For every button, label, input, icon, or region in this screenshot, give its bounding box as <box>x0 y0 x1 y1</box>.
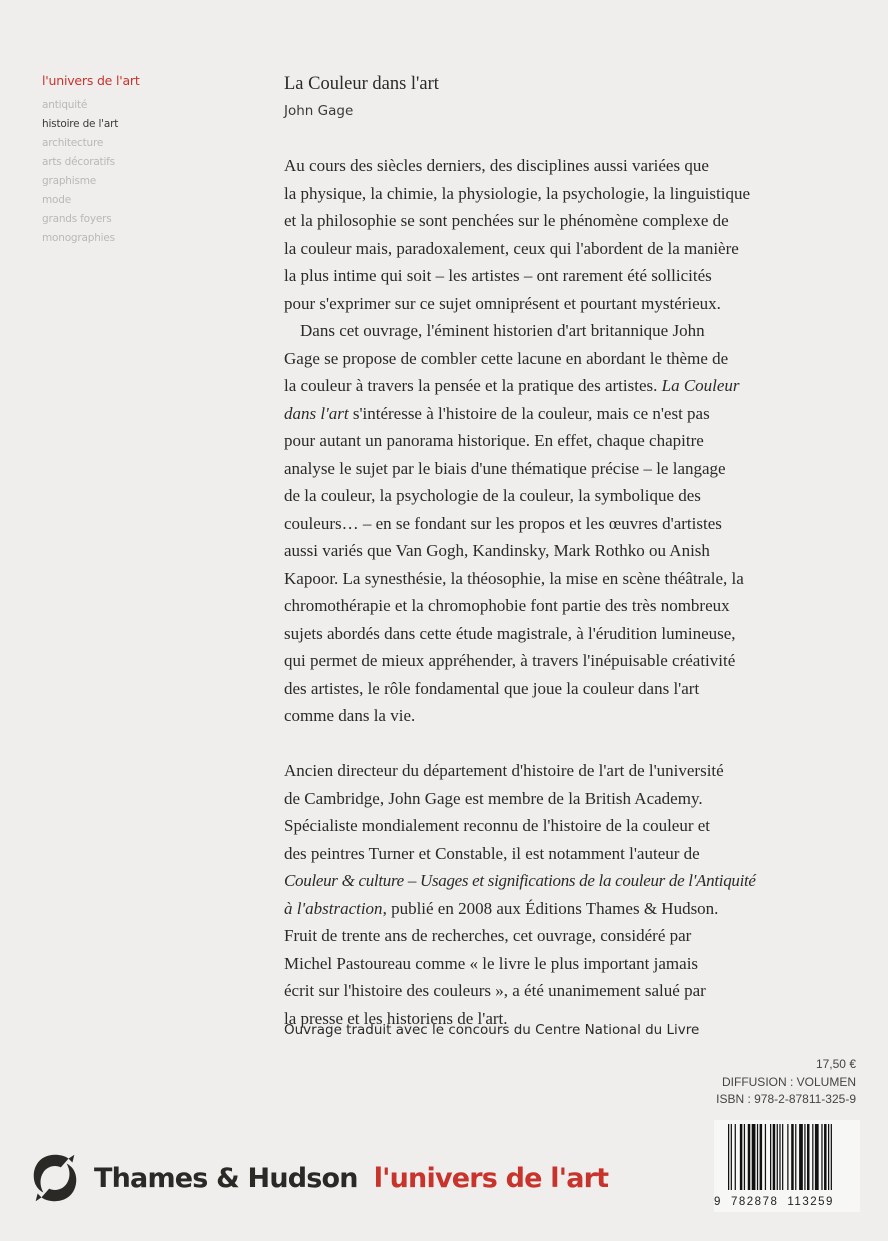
book-header <box>284 74 844 119</box>
series-item-grands-foyers: grands foyers <box>42 213 112 225</box>
text-line <box>284 895 844 923</box>
paragraph-description <box>284 317 844 730</box>
text-line <box>284 372 844 400</box>
text-line: la couleur mais, paradoxalement, ceux qui l'abordent de la manière <box>284 238 739 258</box>
cited-work-italic: à l'abstraction <box>284 898 383 918</box>
text-line: des artistes, le rôle fondamental que joue la couleur dans l'art <box>284 678 700 698</box>
barcode-bar <box>731 1124 732 1190</box>
barcode-bar <box>728 1124 729 1190</box>
publisher-footer <box>26 1148 608 1208</box>
barcode-bar <box>779 1124 780 1190</box>
price: 17,50 € <box>815 1057 856 1071</box>
barcode-bar <box>831 1124 832 1190</box>
text-line: comme dans la vie. <box>284 706 416 725</box>
series-item-arts-decoratifs: arts décoratifs <box>42 156 115 168</box>
barcode-bar <box>773 1124 776 1190</box>
text-line: des peintres Turner et Constable, il est notamment l'auteur de <box>284 843 700 863</box>
series-sidebar <box>42 73 242 248</box>
barcode-bar <box>765 1124 766 1190</box>
series-logotype: l'univers de l'art <box>373 1162 609 1194</box>
barcode-bar <box>807 1124 810 1190</box>
book-title: La Couleur dans l'art <box>284 74 439 94</box>
barcode-bar <box>740 1124 743 1190</box>
diffusion: DIFFUSION : VOLUMEN <box>721 1074 856 1089</box>
book-title-italic: dans l'art <box>284 403 349 423</box>
text-line: Kapoor. La synesthésie, la théosophie, la mise en scène théâtrale, la <box>284 568 744 588</box>
barcode-digits <box>714 1196 860 1208</box>
barcode-bar <box>787 1124 788 1190</box>
barcode-bars <box>714 1120 860 1196</box>
text-line: la presse et les historiens de l'art. <box>284 1008 508 1028</box>
barcode-bar <box>757 1124 758 1190</box>
text-line <box>284 867 844 895</box>
barcode-bar <box>795 1124 796 1190</box>
paragraph-intro <box>284 152 844 317</box>
series-item-graphisme: graphisme <box>42 175 97 187</box>
text-line: la plus intime qui soit – les artistes – ont rarement été sollicités <box>284 266 712 285</box>
text-line: écrit sur l'histoire des couleurs », a été unanimement salué par <box>284 981 706 1000</box>
barcode-bar <box>815 1124 819 1190</box>
barcode-left-digits: 782878 <box>731 1196 779 1208</box>
text-line: la physique, la chimie, la physiologie, la psychologie, la linguistique <box>284 183 750 203</box>
price-block <box>556 1056 856 1109</box>
barcode-bar <box>744 1124 745 1190</box>
barcode-bar <box>735 1124 736 1190</box>
book-title-italic: La Couleur <box>661 376 740 395</box>
text-line: pour s'exprimer sur ce sujet omniprésent et pourtant mystérieux. <box>284 293 721 313</box>
text-line: aussi variés que Van Gogh, Kandinsky, Mark Rothko ou Anish <box>284 541 710 560</box>
series-item-antiquite: antiquité <box>42 99 88 111</box>
barcode-bar <box>782 1124 783 1190</box>
barcode-bar <box>760 1124 763 1190</box>
text-line: qui permet de mieux appréhender, à travers l'inépuisable créativité <box>284 651 736 670</box>
barcode-bar <box>799 1124 803 1190</box>
text-line: Ancien directeur du département d'histoire de l'art de l'université <box>284 761 724 780</box>
text-line: chromothérapie et la chromophobie font partie des très nombreux <box>284 596 730 615</box>
text-line: analyse le sujet par le biais d'une thématique précise – le langage <box>284 458 726 478</box>
barcode-bar <box>821 1124 822 1190</box>
text-line: pour autant un panorama historique. En effet, chaque chapitre <box>284 431 704 450</box>
barcode-right-digits: 113259 <box>787 1196 834 1208</box>
barcode <box>714 1120 860 1212</box>
text-line: Spécialiste mondialement reconnu de l'histoire de la couleur et <box>284 816 711 835</box>
paragraph-author-bio <box>284 757 844 1032</box>
text-line: Fruit de trente ans de recherches, cet ouvrage, considéré par <box>284 926 692 945</box>
text-line: couleurs… – en se fondant sur les propos et les œuvres d'artistes <box>284 513 722 533</box>
barcode-bar <box>828 1124 829 1190</box>
text-line <box>284 400 844 428</box>
text-line: Gage se propose de combler cette lacune en abordant le thème de <box>284 348 729 368</box>
text-line: Au cours des siècles derniers, des disciplines aussi variées que <box>284 156 709 175</box>
series-item-monographies: monographies <box>42 232 115 244</box>
barcode-bar <box>777 1124 778 1190</box>
isbn: ISBN : 978-2-87811-325-9 <box>716 1092 856 1106</box>
back-cover-text <box>284 152 844 1032</box>
text-run: la couleur à travers la pensée et la pratique des artistes. <box>284 376 658 395</box>
series-item-architecture: architecture <box>42 137 104 149</box>
thames-hudson-dolphins-icon <box>26 1149 84 1207</box>
barcode-bar <box>791 1124 794 1190</box>
translation-credit: Ouvrage traduit avec le concours du Centre National du Livre <box>284 1022 700 1038</box>
text-line: de Cambridge, John Gage est membre de la British Academy. <box>284 788 703 808</box>
text-line: Michel Pastoureau comme « le livre le plus important jamais <box>284 953 699 973</box>
barcode-bar <box>748 1124 751 1190</box>
series-label: l'univers de l'art <box>42 73 140 88</box>
publisher-name: Thames & Hudson <box>94 1162 358 1194</box>
text-line: sujets abordés dans cette étude magistrale, à l'érudition lumineuse, <box>284 623 736 643</box>
text-line: et la philosophie se sont penchées sur le phénomène complexe de <box>284 211 729 230</box>
barcode-bar <box>824 1124 827 1190</box>
series-item-histoire-de-lart: histoire de l'art <box>42 118 119 130</box>
book-author: John Gage <box>284 103 354 119</box>
text-run: , publié en 2008 aux Éditions Thames & Hudson. <box>382 898 719 918</box>
barcode-lead-digit: 9 <box>714 1196 721 1208</box>
text-line: Dans cet ouvrage, l'éminent historien d'art britannique John <box>300 321 705 340</box>
barcode-bar <box>770 1124 771 1190</box>
barcode-bar <box>812 1124 813 1190</box>
barcode-bar <box>804 1124 805 1190</box>
text-line: de la couleur, la psychologie de la couleur, la symbolique des <box>284 486 701 505</box>
cited-work-italic: Couleur & culture – Usages et significations de la couleur de l'Antiquité <box>284 871 756 890</box>
barcode-bar <box>752 1124 756 1190</box>
text-run: s'intéresse à l'histoire de la couleur, mais ce n'est pas <box>352 403 710 423</box>
series-item-mode: mode <box>42 194 71 206</box>
